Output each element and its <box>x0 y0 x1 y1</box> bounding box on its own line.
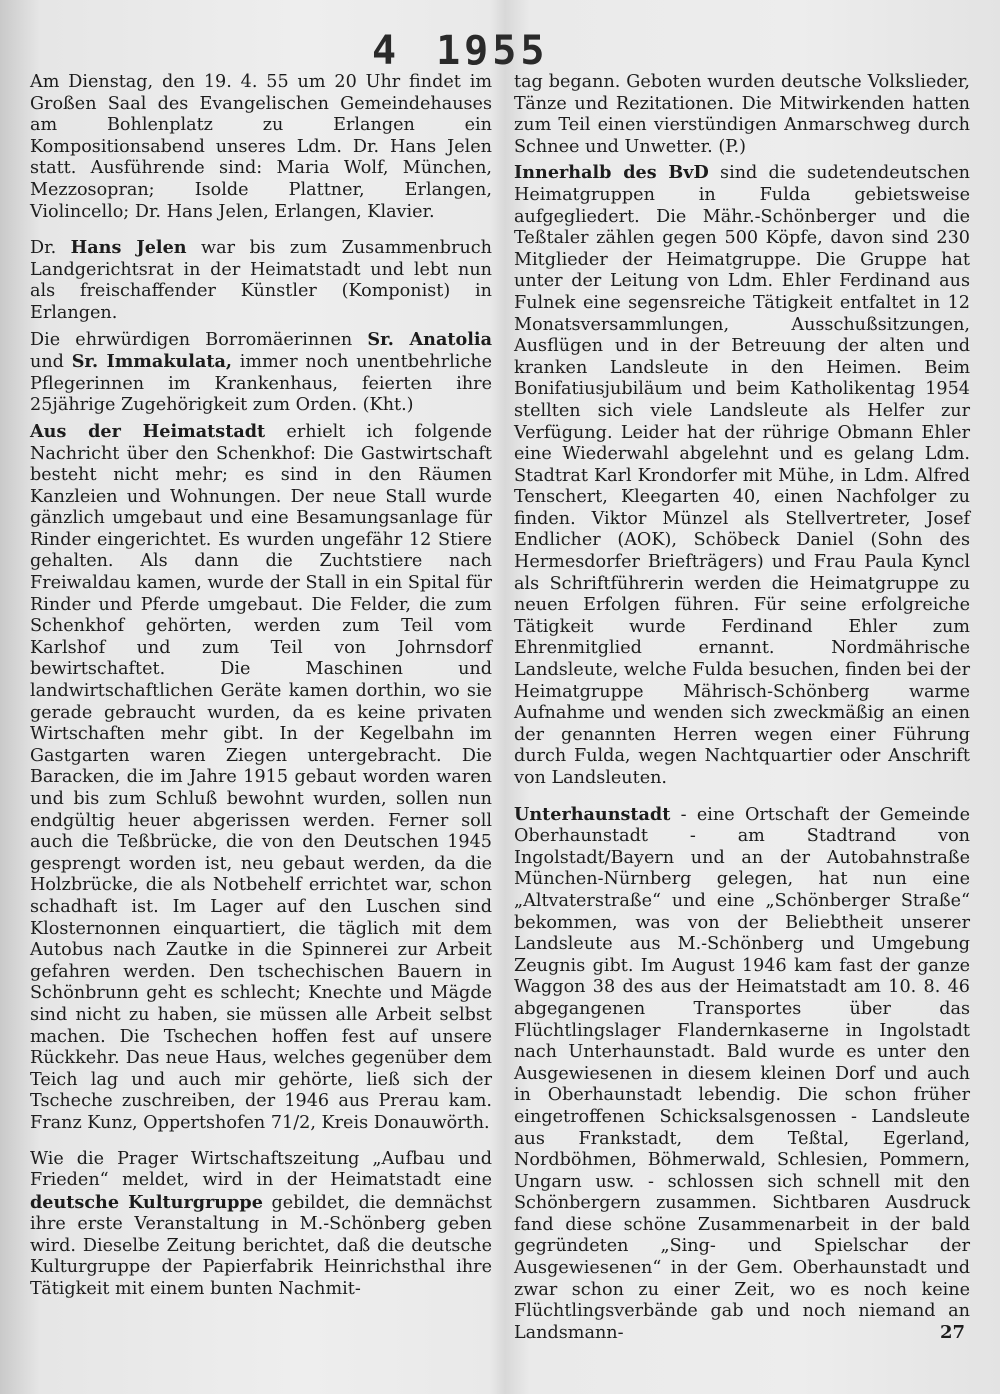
issue-number: 4 <box>372 28 401 74</box>
text-bold: deutsche Kulturgruppe <box>30 1191 263 1213</box>
text-lead: Wie die Prager Wirtschaftszeitung „Aufbau und Frieden“ meldet, wird in der Heimatstadt eine <box>30 1148 492 1191</box>
article-unterhaunstadt <box>514 804 970 1345</box>
text-bold: Hans Jelen <box>70 237 187 259</box>
text-rest: erhielt ich folgende Nachricht über den Schenkhof: Die Gastwirtschaft besteht nicht mehr; es sind in den Räumen Kanzleien und Wohnungen. Der neue Stall wurde gänzlich umgebaut und eine Besamungsanlage für Rinder eingerichtet. Es wurden ungefähr 12 Stiere gehalten. Als dann die Zuchtstiere nach Freiwaldau kamen, wurde der Stall in ein Spital für Rinder und Pferde umgebaut. Die Felder, die zum Schenkhof gehörten, werden zum Teil vom Karlshof und zum Teil von Johrnsdorf bewirtschaftet. Die Maschinen und landwirtschaftlichen Geräte kamen dorthin, wo sie gerade gebraucht wurden, da es keine privaten Wirtschaften mehr gibt. In der Kegelbahn im Gastgarten waren Ziegen untergebracht. Die Baracken, die im Jahre 1915 gebaut worden waren und bis zum Schluß bewohnt wurden, sollen nun endgültig heuer abgerissen werden. Ferner soll auch die Teßbrücke, die von den Deutschen 1945 gesprengt worden ist, neu gebaut werden, da die Holzbrücke, die als Notbehelf errichtet war, schon schadhaft ist. Im Lager auf den Luschen sind Klosternonnen einquartiert, die täglich mit dem Autobus nach Zautke in die Spinnerei zur Arbeit gefahren werden. Den tschechischen Bauern in Schönbrunn geht es schlecht; Knechte und Mägde sind nicht zu haben, sie müssen alle Arbeit selbst machen. Die Tschechen hoffen fest auf unsere Rückkehr. Das neue Haus, welches gegenüber dem Teich lag und auch mir gehörte, ließ sich der Tscheche zuschreiben, der 1946 aus Prerau kam. Franz Kunz, Oppertshofen 71/2, Kreis Donauwörth. <box>30 421 493 1133</box>
article-aus-der-heimatstadt <box>30 421 492 1135</box>
article-bvd-fulda <box>514 162 970 789</box>
left-column <box>30 72 492 1305</box>
text-bold: Aus der Heimatstadt <box>30 420 266 442</box>
text-rest: immer noch unentbehrliche Pflegerinnen im Krankenhaus, feierten ihre 25jährige Zugehörigkeit zum Orden. (Kht.) <box>30 352 492 416</box>
article-composition-evening: Am Dienstag, den 19. 4. 55 um 20 Uhr findet im Großen Saal des Evangelischen Gemeindehauses am Bohlenplatz zu Erlangen ein Kompositionsabend unseres Ldm. Dr. Hans Jelen statt. Ausführende sind: Maria Wolf, München, Mezzosopran; Isolde Plattner, Erlangen, Violincello; Dr. Hans Jelen, Erlangen, Klavier. <box>30 72 492 222</box>
text-rest: war bis zum Zusammenbruch Landgerichtsrat in der Heimatstadt und lebt nun als freischaffender Künstler (Komponist) in Erlangen. <box>30 238 492 323</box>
text-bold: Unterhaunstadt <box>514 803 671 825</box>
page-number: 27 <box>940 1322 966 1343</box>
text-bold: Innerhalb des BvD <box>514 162 709 184</box>
article-kulturgruppe-continued: tag begann. Geboten wurden deutsche Volkslieder, Tänze und Rezitationen. Die Mitwirkenden hatten zum Teil einen vierstündigen Anmarschweg durch Schnee und Unwetter. (P.) <box>514 72 970 157</box>
article-kulturgruppe <box>30 1149 492 1301</box>
issue-header <box>372 28 548 74</box>
text-bold: Sr. Anatolia <box>367 328 492 350</box>
right-column <box>514 72 970 1348</box>
article-borromaeerinnen <box>30 329 492 417</box>
text-rest: gebildet, die demnächst ihre erste Veranstaltung in M.-Schönberg geben wird. Dieselbe Zeitung berichtet, daß die deutsche Kulturgruppe der Papierfabrik Heinrichsthal ihre Tätigkeit mit einem bunten Nachmit- <box>30 1192 492 1300</box>
text-lead: Die ehrwürdigen Borromäerinnen <box>30 329 368 350</box>
text-lead: Dr. <box>30 238 71 259</box>
article-hans-jelen <box>30 237 492 324</box>
text-mid: und <box>30 352 72 373</box>
text-bold: Sr. Immakulata, <box>71 351 233 373</box>
issue-year: 1955 <box>436 28 549 74</box>
text-rest: - eine Ortschaft der Gemeinde Oberhaunstadt - am Stadtrand von Ingolstadt/Bayern und an der Autobahnstraße München-Nürnberg gelegen, hat nun eine „Altvaterstraße“ und eine „Schönberger Straße“ bekommen, was von der Beliebtheit unserer Landsleute aus M.-Schönberg und Umgebung Zeugnis gibt. Im August 1946 kam fast der ganze Waggon 38 des aus der Heimatstadt am 10. 8. 46 abgegangenen Transportes über das Flüchtlingslager Flandernkaserne in Ingolstadt nach Unterhaunstadt. Bald wurde es unter den Ausgewiesenen in diesem kleinen Dorf und auch in Oberhaunstadt lebendig. Die schon früher eingetroffenen Schicksalsgenossen - Landsleute aus Frankstadt, dem Teßtal, Egerland, Nordböhmen, Böhmerwald, Schlesien, Pommern, Ungarn usw. - schlossen sich schnell mit den Schönbergern zusammen. Sichtbaren Ausdruck fand diese schöne Zusammenarbeit in der bald gegründeten „Sing- und Spielschar der Ausgewiesenen“ in der Gem. Oberhaunstadt und zwar schon zu einer Zeit, wo es noch keine Flüchtlingsverbände gab und noch niemand an Landsmann- <box>514 804 970 1343</box>
text-rest: sind die sudetendeutschen Heimatgruppen in Fulda gebietsweise aufgegliedert. Die Mähr.-Schönberger und die Teßtaler zählen gegen 500 Köpfe, davon sind 230 Mitglieder der Heimatgruppe. Die Gruppe hat unter der Leitung von Ldm. Ehler Ferdinand aus Fulnek eine segensreiche Tätigkeit entfaltet in 12 Monatsversammlungen, Ausschußsitzungen, Ausflügen und in der Betreuung der alten und kranken Landsleute in den Heimen. Beim Bonifatiusjubiläum und beim Katholikentag 1954 stellten sich viele Landsleute als Helfer zur Verfügung. Leider hat der rührige Obmann Ehler eine Wiederwahl abgelehnt und es gelang Ldm. Stadtrat Karl Krondorfer mit Mühe, in Ldm. Alfred Tenschert, Kleegarten 40, einen Nachfolger zu finden. Viktor Münzel als Stellvertreter, Josef Endlicher (AOK), Schöbeck Daniel (Sohn des Hermesdorfer Briefträgers) und Frau Paula Kyncl als Schriftführerin werden die Heimatgruppe zu neuen Erfolgen führen. Für seine erfolgreiche Tätigkeit wurde Ferdinand Ehler zum Ehrenmitglied ernannt. Nordmährische Landsleute, welche Fulda besuchen, finden bei der Heimatgruppe Mährisch-Schönberg warme Aufnahme und wenden sich zweckmäßig an einen der genannten Herren wegen einer Führung durch Fulda, wegen Nachtquartier oder Anschrift von Landsleuten. <box>514 163 970 788</box>
